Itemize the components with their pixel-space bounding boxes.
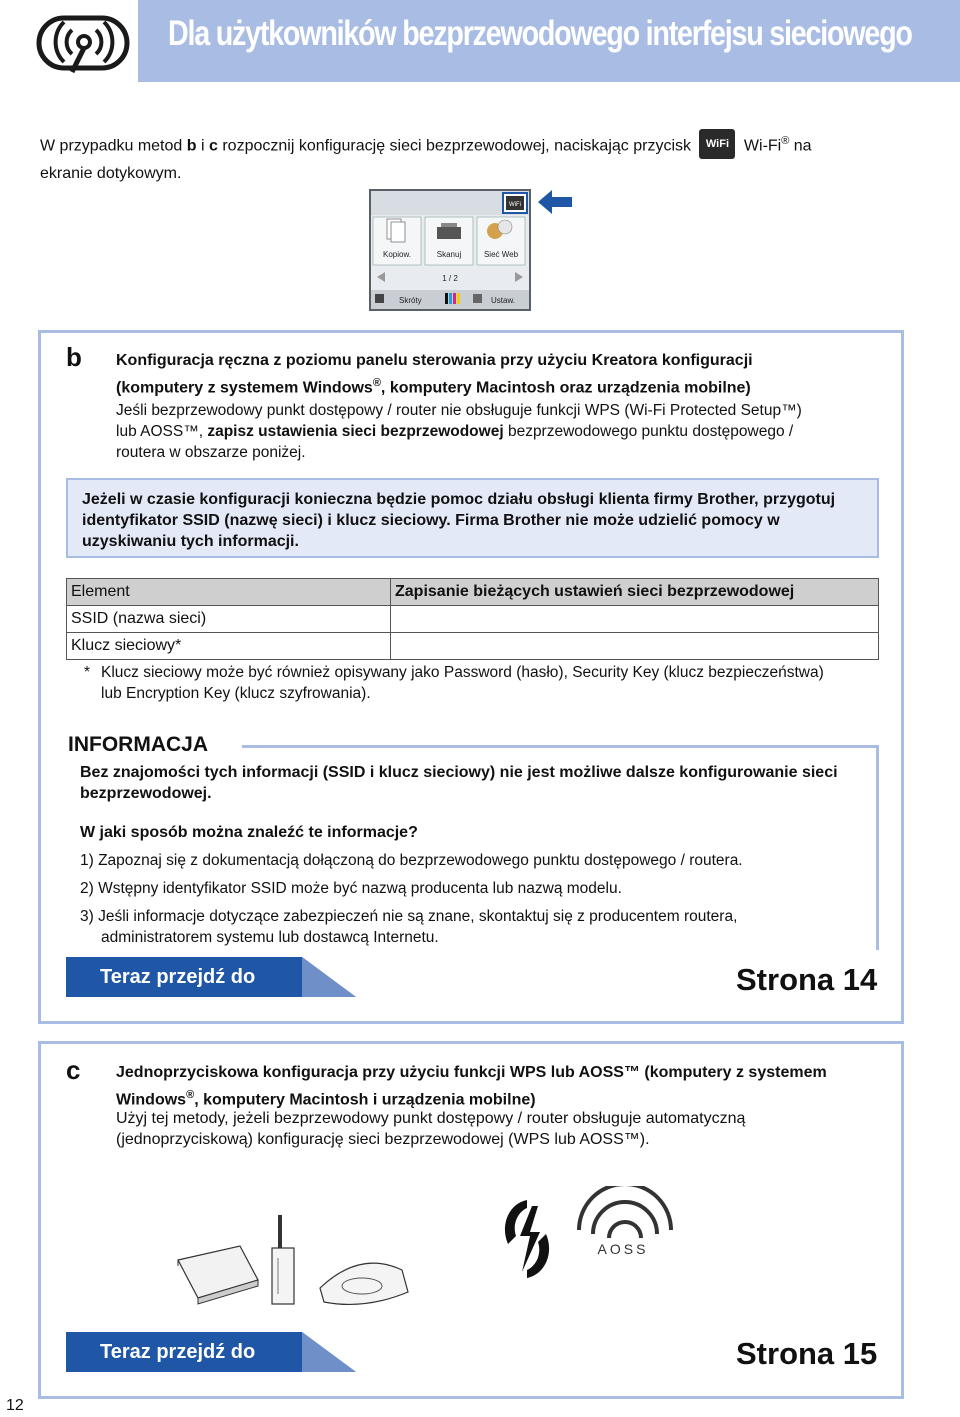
svg-text:Skróty: Skróty — [399, 296, 422, 305]
svg-text:Skanuj: Skanuj — [436, 250, 462, 259]
table-header-row — [67, 579, 879, 606]
routers-illustration — [170, 1210, 415, 1318]
page-number: 12 — [6, 1397, 24, 1414]
method-b-marker: b — [186, 137, 197, 155]
svg-text:1 / 2: 1 / 2 — [442, 274, 458, 283]
info-side-rule — [876, 745, 879, 950]
table-row — [67, 606, 879, 633]
go-to-page-15-link[interactable]: Strona 15 — [736, 1336, 878, 1371]
touchscreen-illustration — [369, 189, 531, 311]
go-to-page-14-banner[interactable] — [66, 957, 356, 997]
info-divider — [242, 745, 879, 748]
method-c-marker: c — [208, 137, 218, 155]
info-item-3-cont: administratorem systemu lub dostawcą Internetu. — [101, 929, 439, 946]
info-heading: INFORMACJA — [68, 733, 208, 756]
info-item-2: 2) Wstępny identyfikator SSID może być nazwą producenta lub nazwą modelu. — [80, 880, 622, 897]
step-b-body: Jeśli bezprzewodowy punkt dostępowy / router nie obsługuje funkcji WPS (Wi-Fi Protected Setup™) lub AOSS™, zapisz ustawienia sieci bezprzewodowej bezprzewodowego punktu dostępowego / routera w obszarze poniżej. — [116, 402, 802, 461]
table-header-settings: Zapisanie bieżących ustawień sieci bezprzewodowej — [391, 579, 879, 606]
table-row — [67, 633, 879, 660]
go-to-label: Teraz przejdź do — [100, 966, 256, 988]
table-cell-ssid: SSID (nazwa sieci) — [67, 606, 391, 633]
svg-text:WiFi: WiFi — [509, 202, 521, 208]
arrow-left-icon — [538, 190, 572, 214]
footnote: * Klucz sieciowy może być również opisywany jako Password (hasło), Security Key (klucz bezpieczeństwa) lub Encryption Key (klucz szyfrowania). — [84, 664, 824, 702]
step-b-title: Konfiguracja ręczna z poziomu panelu sterowania przy użyciu Kreatora konfiguracji (komputery z systemem Windows®, komputery Macintosh oraz urządzenia mobilne) — [116, 352, 753, 397]
step-b-letter: b — [66, 342, 82, 372]
go-to-page-15-banner[interactable] — [66, 1332, 356, 1372]
go-to-page-14-link[interactable]: Strona 14 — [736, 962, 878, 997]
table-cell-network-key-value — [391, 633, 879, 660]
info-item-1: 1) Zapoznaj się z dokumentacją dołączoną do bezprzewodowego punktu dostępowego / routera. — [80, 852, 743, 869]
svg-text:Ustaw.: Ustaw. — [491, 296, 516, 305]
table-header-element: Element — [67, 579, 391, 606]
go-to-label: Teraz przejdź do — [100, 1341, 256, 1363]
info-item-3: 3) Jeśli informacje dotyczące zabezpieczeń nie są znane, skontaktuj się z producentem routera, — [80, 908, 738, 925]
wifi-button-icon: WiFi — [699, 129, 735, 159]
svg-text:Kopiow.: Kopiow. — [382, 250, 412, 259]
svg-text:Sieć Web: Sieć Web — [483, 250, 519, 259]
aoss-logo — [565, 1186, 685, 1284]
wireless-network-icon — [36, 12, 132, 74]
wps-icon — [498, 1196, 556, 1282]
page-title: Dla użytkowników bezprzewodowego interfejsu sieciowego — [168, 14, 912, 53]
table-cell-network-key: Klucz sieciowy* — [67, 633, 391, 660]
svg-text:AOSS: AOSS — [597, 1241, 649, 1257]
step-c-letter: c — [66, 1055, 81, 1085]
intro-paragraph: W przypadku metod b i c rozpocznij konfigurację sieci bezprzewodowej, naciskając przycisk WiFi Wi-Fi® na ekranie dotykowym. — [40, 129, 880, 186]
support-note-box — [66, 478, 879, 558]
info-bold-text: Bez znajomości tych informacji (SSID i klucz sieciowy) nie jest możliwe dalsze konfigurowanie sieci bezprzewodowej. — [80, 764, 838, 802]
support-note-text: Jeżeli w czasie konfiguracji konieczna będzie pomoc działu obsługi klienta firmy Brother, przygotuj identyfikator SSID (nazwę sieci) i klucz sieciowy. Firma Brother nie może udzielić pomocy w uzyskiwaniu tych informacji. — [82, 491, 836, 550]
step-c-title: Jednoprzyciskowa konfiguracja przy użyciu funkcji WPS lub AOSS™ (komputery z systemem Windows®, komputery Macintosh i urządzenia mobilne) — [116, 1064, 827, 1109]
info-question: W jaki sposób można znaleźć te informacje? — [80, 824, 418, 841]
table-cell-ssid-value — [391, 606, 879, 633]
network-settings-table — [66, 578, 879, 660]
step-c-body: Użyj tej metody, jeżeli bezprzewodowy punkt dostępowy / router obsługuje automatyczną (jednoprzyciskową) konfigurację sieci bezprzewodowej (WPS lub AOSS™). — [116, 1110, 746, 1148]
